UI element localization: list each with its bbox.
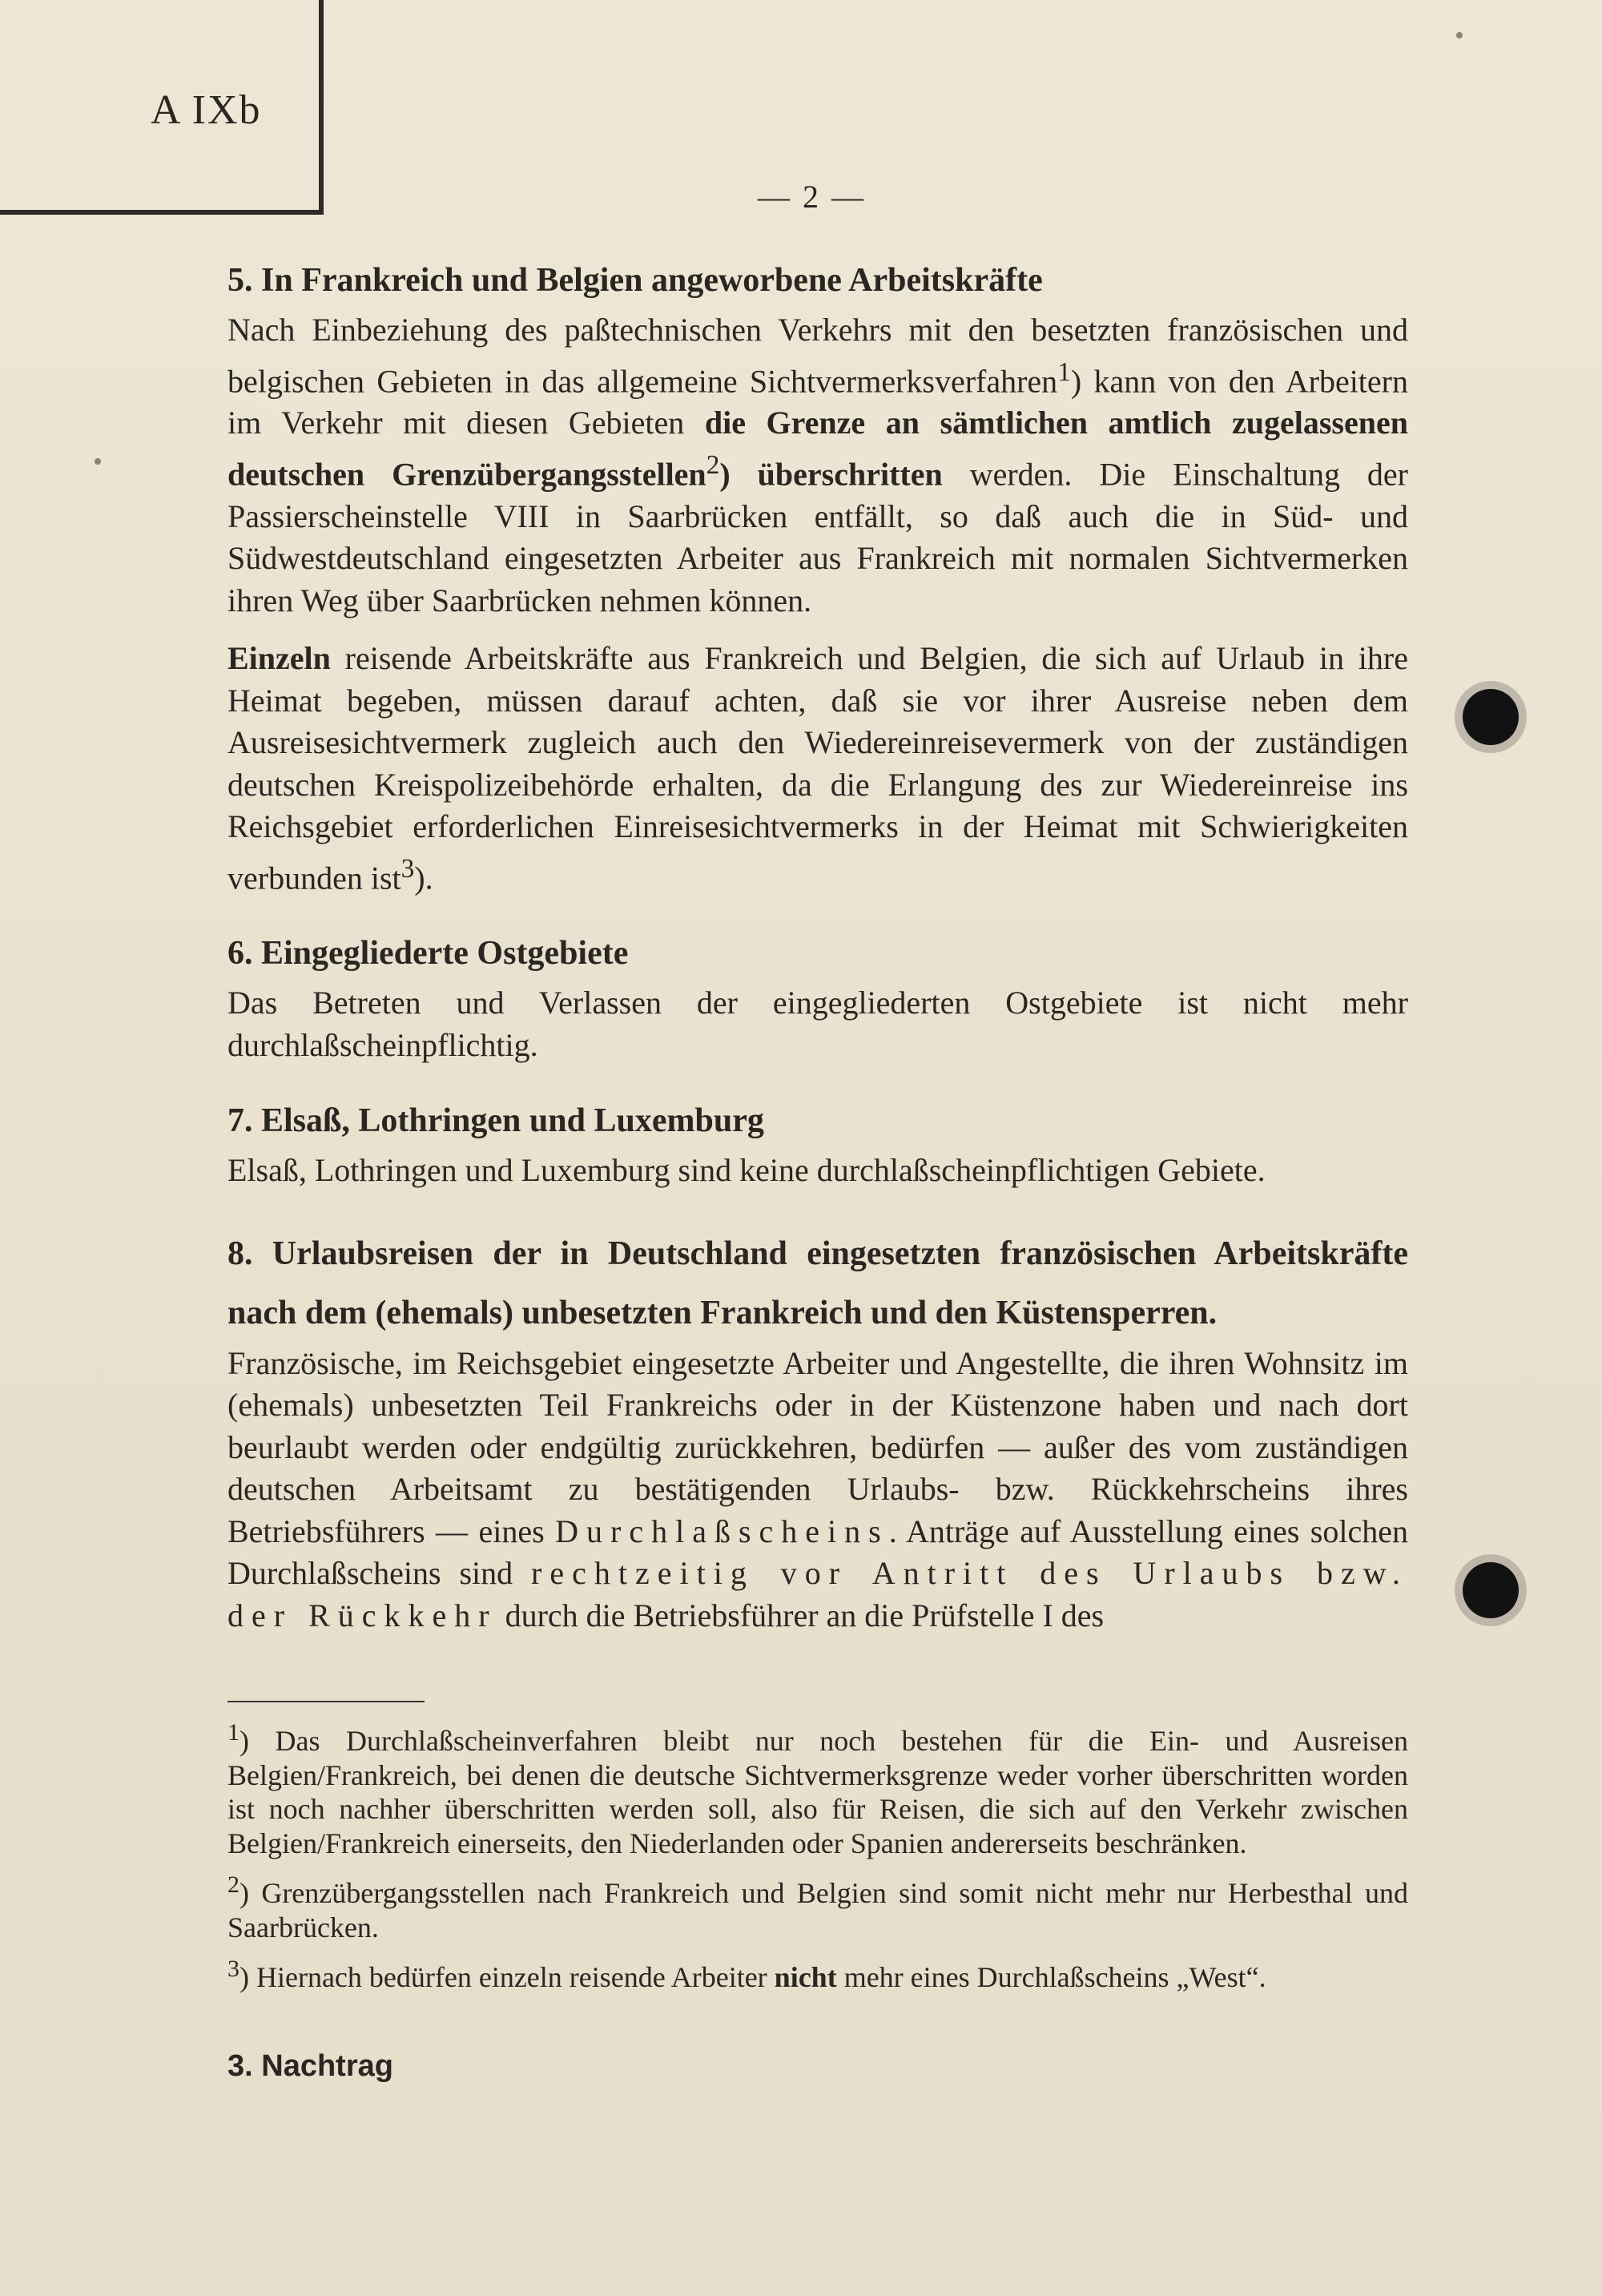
footnote-text: ) Hiernach bedürfen einzeln reisende Arbeiter [239,1961,775,1993]
section-6 [227,931,1408,1066]
footnote-2 [227,1868,1408,1944]
section-5 [227,258,1408,899]
footnote-1 [227,1716,1408,1860]
punch-hole-upper [1463,689,1519,745]
section-8-heading: 8. Urlaubsreisen der in Deutschland eingesetzten französischen Arbeitskräfte nach dem (ehemals) unbesetzten Frankreich und den Küstensperren. [227,1235,1408,1331]
footnote-divider [227,1701,425,1702]
section-7-heading: 7. Elsaß, Lothringen und Luxemburg [227,1102,764,1140]
paragraph-text: werden. Die Einschaltung der Passierscheinstelle VIII in Saarbrücken entfällt, so daß auch die in Süd- und Südwestdeutschland eingesetzten Arbeiter aus Frankreich mit normalen Sichtvermerken ihren Weg über Saarbrücken nehmen können. [227,456,1408,618]
paragraph-text: reisende Arbeitskräfte aus Frankreich und Belgien, die sich auf Urlaub in ihre Heimat begeben, müssen darauf achten, daß sie vor ihrer Ausreise neben dem Ausreisesichtvermerk zugleich auch den Wiedereinreisevermerk von der zuständigen deutschen Kreispolizeibehörde erhalten, da die Erlangung des zur Wiedereinreise ins Reichsgebiet erforderlichen Einreisesichtvermerks in der Heimat mit Schwierigkeiten verbunden ist [227,640,1408,896]
section-8 [227,1224,1408,1637]
footnote-marker: 3 [227,1956,239,1982]
punch-hole-lower [1463,1562,1519,1618]
footnote-text: ) Das Durchlaßscheinverfahren bleibt nur noch bestehen für die Ein- und Ausreisen Belgien/Frankreich, bei denen die deutsche Sichtvermerksgrenze weder vorher überschritten worden ist noch nachher überschritten werden soll, also für Reisen, die sich auf den Verkehr zwischen Belgien/Frankreich einerseits, den Niederlanden oder Spanien andererseits beschränken. [227,1725,1408,1859]
section-5-paragraph-1 [227,309,1408,622]
emphasis-text: die Grenze an sämtlichen amtlich zugelassenen deutschen Grenzübergangsstellen [227,405,1408,493]
page-number: — 2 — [758,179,866,215]
section-6-paragraph: Das Betreten und Verlassen der eingegliederten Ostgebiete ist nicht mehr durchlaßscheinpflichtig. [227,985,1408,1063]
section-7 [227,1098,1408,1192]
footnote-ref-1: 1 [1057,356,1071,387]
footnote-marker: 2 [227,1871,239,1898]
paragraph-text: ) kann von den Arbeitern im Verkehr mit diesen Gebieten [227,362,1408,441]
section-6-heading: 6. Eingegliederte Ostgebiete [227,935,629,973]
spaced-emphasis: Durchlaßscheins [555,1513,889,1549]
footnote-ref-2: 2 [706,449,720,480]
paragraph-text: ). [414,859,433,896]
footnote-text: ) Grenzübergangsstellen nach Frankreich und Belgien sind somit nicht mehr nur Herbesthal und Saarbrücken. [227,1877,1408,1944]
paragraph-text: Nach Einbeziehung des paßtechnischen Verkehrs mit den besetzten französischen und belgischen Gebieten in das allgemeine Sichtvermerksverfahren [227,312,1408,399]
emphasis-text: nicht [774,1961,837,1993]
spaced-emphasis: rechtzeitig vor Antritt des Urlaubs bzw. der Rückkehr [227,1555,1408,1633]
paper-speck [1456,32,1463,38]
emphasis-text: ) überschritten [719,456,943,493]
paragraph-text: durch die Betriebsführer an die Prüfstelle I des [497,1597,1105,1633]
main-text [227,258,1408,1653]
document-code: A IXb [151,87,262,133]
footnote-marker: 1 [227,1719,239,1746]
section-5-heading: 5. In Frankreich und Belgien angeworbene Arbeitskräfte [227,262,1043,299]
paper-speck [95,458,101,465]
footnote-ref-3: 3 [400,853,415,884]
section-7-paragraph: Elsaß, Lothringen und Luxemburg sind keine durchlaßscheinpflichtigen Gebiete. [227,1152,1266,1189]
section-5-paragraph-2 [227,638,1408,899]
paragraph-text: Französische, im Reichsgebiet eingesetzte Arbeiter und Angestellte, die ihren Wohnsitz im (ehemals) unbesetzten Teil Frankreichs oder in der Küstenzone haben und nach dort beurlaubt werden oder endgültig zurückkehren, bedürfen — außer des vom zuständigen deutschen Arbeitsamt zu bestätigenden Urlaubs- bzw. Rückkehrscheins ihres Betriebsführers — eines [227,1344,1408,1549]
footnote-3 [227,1952,1408,1995]
paragraph-text: . Anträge auf Ausstellung eines solchen Durchlaßscheins sind [227,1513,1408,1592]
appendix-heading: 3. Nachtrag [227,2049,393,2083]
footnote-text: mehr eines Durchlaßscheins „West“. [836,1961,1266,1993]
emphasis-text: Einzeln [227,640,331,677]
section-8-paragraph [227,1343,1408,1637]
footnotes [227,1716,1408,2003]
